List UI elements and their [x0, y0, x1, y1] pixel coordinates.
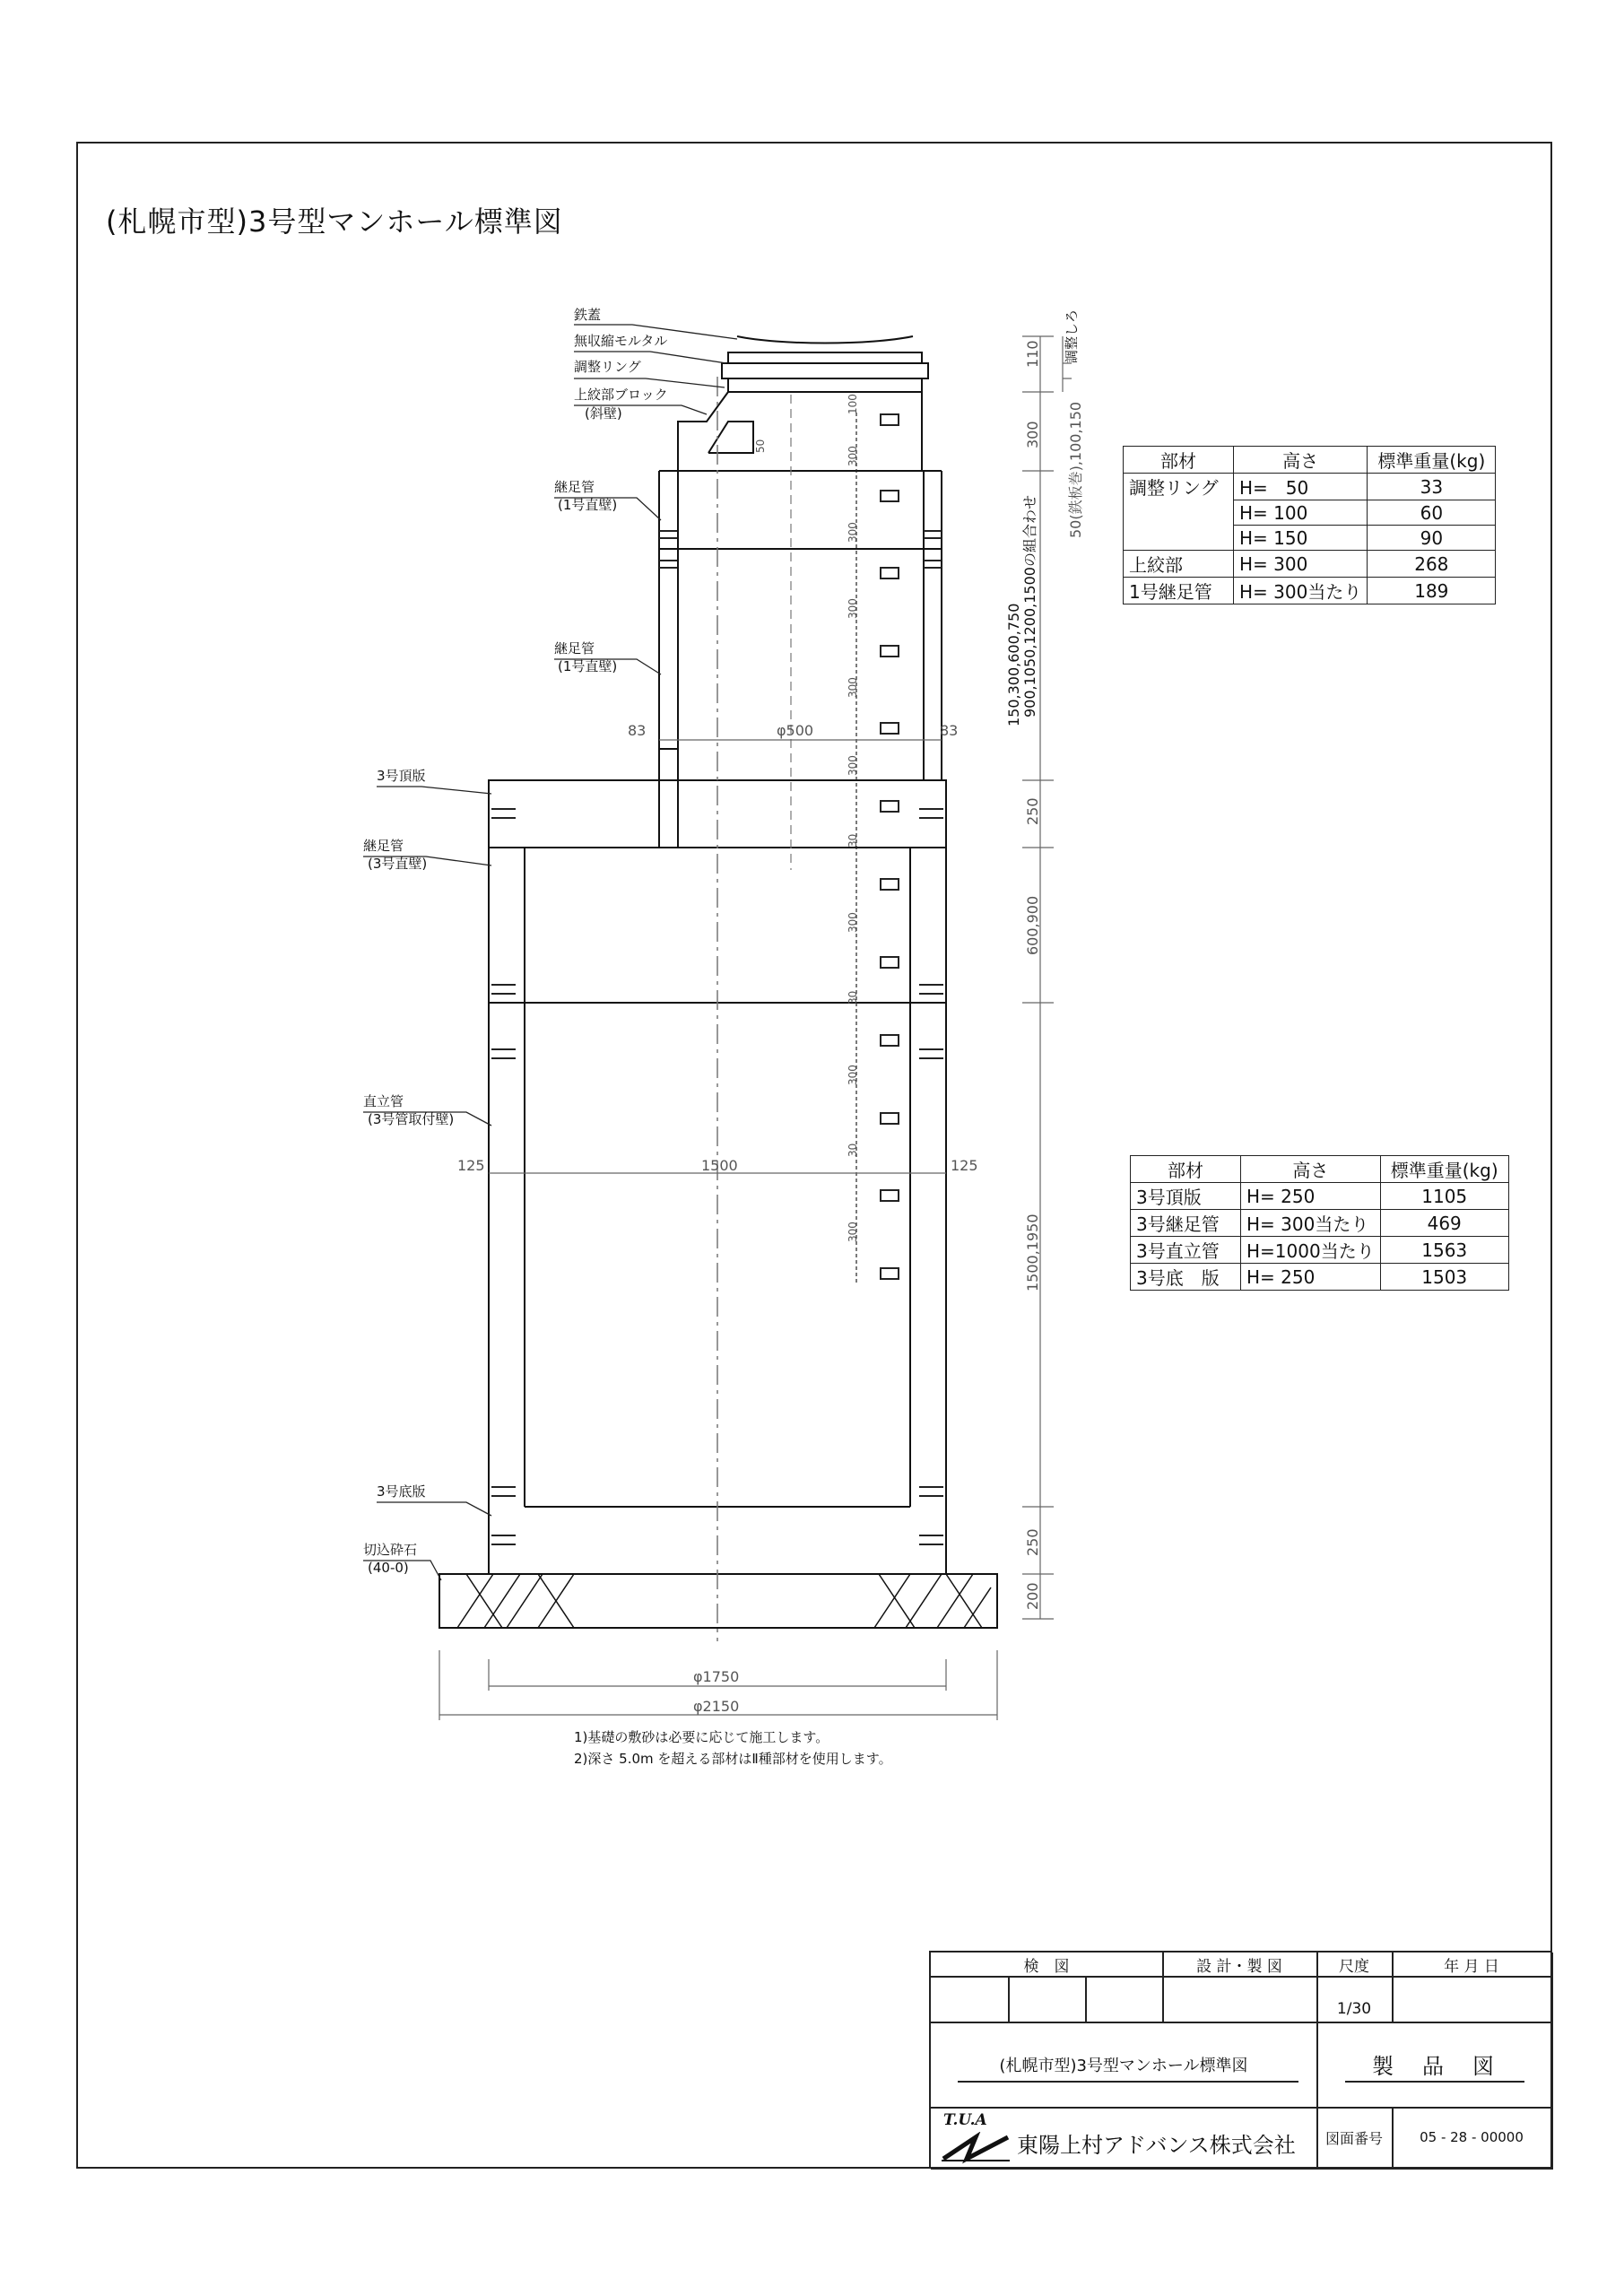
weight-table-1: 部材 高さ 標準重量(kg) 調整リング H= 50 33 H= 100 60 H= 150 90 上絞部 H= 300 268 1号継足管 H= 300当たり 189: [1123, 446, 1496, 604]
dim-110: 110: [1024, 340, 1041, 368]
label-bottom3: 3号底版: [377, 1483, 426, 1500]
dim-1750: φ1750: [693, 1668, 740, 1685]
dim-83-left: 83: [628, 722, 647, 739]
step-30-3: 30: [847, 1143, 859, 1157]
date-label: 年 月 日: [1444, 1957, 1499, 1976]
step-300-2: 300: [847, 522, 859, 543]
number-label: 図面番号: [1324, 2129, 1383, 2147]
dim-2150: φ2150: [693, 1698, 740, 1715]
step-300-1: 300: [847, 446, 859, 466]
scale-label: 尺度: [1339, 1957, 1369, 1976]
label-upper-sub: (斜壁): [585, 405, 622, 422]
notes: [574, 1726, 892, 1770]
drawing-title: (札幌市型)3号型マンホール標準図: [106, 204, 563, 239]
step-300-6: 300: [847, 912, 859, 933]
label-keisoku1-sub: (1号直壁): [558, 497, 618, 513]
dim-125-left: 125: [457, 1157, 485, 1174]
inspect-label: 検 図: [1023, 1957, 1070, 1976]
company-logo: T.U.A: [943, 2111, 987, 2129]
label-gravel-sub: (40-0): [368, 1560, 409, 1576]
step-300-7: 300: [847, 1065, 859, 1085]
label-top3: 3号頂版: [377, 768, 426, 784]
company-name: 東陽上村アドバンス株式会社: [1017, 2132, 1296, 2158]
label-keisoku1: 継足管: [554, 479, 595, 495]
step-300-3: 300: [847, 598, 859, 619]
dim-83-right: 83: [940, 722, 959, 739]
label-keisoku3: 継足管: [363, 838, 404, 854]
dim-600-900: 600,900: [1024, 895, 1041, 955]
label-keisoku2: 継足管: [554, 640, 595, 657]
dim-50: 50: [754, 439, 767, 453]
note-2: 2)深さ 5.0m を超える部材はⅡ種部材を使用します。: [574, 1751, 892, 1767]
step-30-1: 30: [847, 833, 859, 848]
step-300-8: 300: [847, 1222, 859, 1242]
dim-50-150: 50(鉄板巻),100,150: [1067, 401, 1084, 538]
dim-500: φ500: [777, 722, 814, 739]
label-mortar: 無収縮モルタル: [574, 333, 668, 349]
company-logo-mark-icon: [940, 2132, 1012, 2164]
label-ring: 調整リング: [574, 359, 641, 375]
label-gravel: 切込砕石: [363, 1542, 418, 1558]
label-chokuritsu: 直立管: [363, 1093, 404, 1109]
drawing-number: 05 - 28 - 00000: [1420, 2129, 1524, 2145]
dim-tall2: 900,1050,1200,1500の組合わせ: [1021, 495, 1038, 718]
dim-200: 200: [1024, 1582, 1041, 1610]
label-keisoku2-sub: (1号直壁): [558, 658, 618, 674]
step-300-5: 300: [847, 755, 859, 776]
dim-250b: 250: [1024, 1528, 1041, 1556]
dim-1500-1950: 1500,1950: [1024, 1213, 1041, 1292]
product-label: 製 品 図: [1372, 2054, 1498, 2079]
label-keisoku3-sub: (3号直壁): [368, 856, 428, 872]
dim-250a: 250: [1024, 797, 1041, 825]
step-30-2: 30: [847, 990, 859, 1004]
dim-300a: 300: [1024, 421, 1041, 448]
weight-table-2: 部材 高さ 標準重量(kg) 3号頂版 H= 250 1105 3号継足管 H= 300当たり 469 3号直立管 H=1000当たり 1563 3号底 版 H= 250 1503: [1130, 1155, 1509, 1291]
dim-100: 100: [847, 394, 859, 414]
label-adjust-margin: 調整しろ: [1064, 309, 1080, 363]
drawing-name: (札幌市型)3号型マンホール標準図: [999, 2056, 1248, 2075]
label-chokuritsu-sub: (3号管取付壁): [368, 1111, 455, 1127]
note-1: 1)基礎の敷砂は必要に応じて施工します。: [574, 1729, 829, 1745]
scale-value: 1/30: [1336, 2000, 1372, 2018]
label-upper: 上絞部ブロック: [574, 387, 668, 403]
design-label: 設 計・製 図: [1196, 1957, 1282, 1976]
step-300-4: 300: [847, 677, 859, 698]
label-tetsubuta: 鉄蓋: [574, 307, 602, 323]
dim-1500: 1500: [701, 1157, 738, 1174]
title-block: [929, 1951, 1551, 2168]
dim-tall: 150,300,600,750: [1005, 603, 1022, 726]
dim-125-right: 125: [951, 1157, 978, 1174]
